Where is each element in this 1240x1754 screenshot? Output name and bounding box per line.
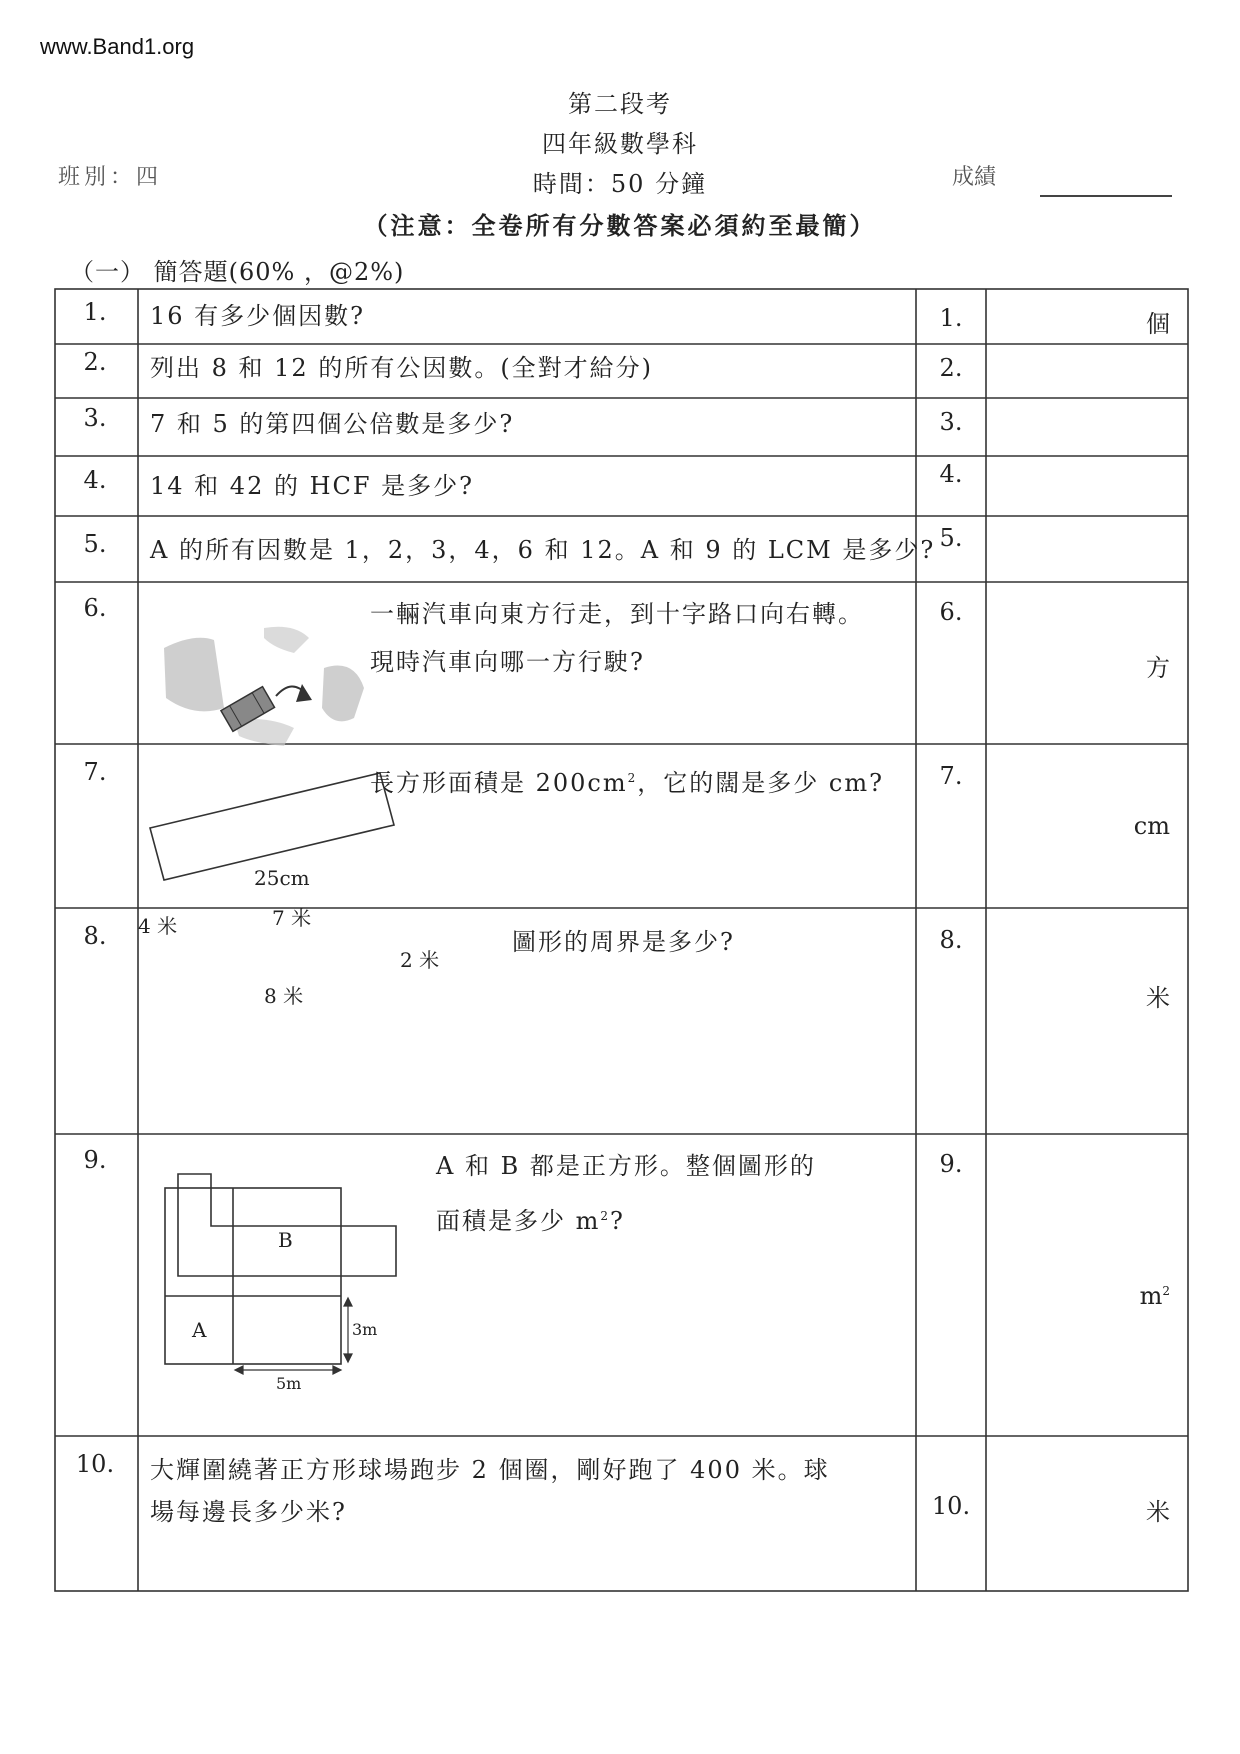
question-text: 列出 8 和 12 的所有公因數。(全對才給分)	[150, 354, 654, 382]
question-text-rest: ?	[610, 1207, 625, 1235]
question-text: 現時汽車向哪一方行駛?	[370, 648, 645, 676]
l-shape-right-label: 2 米	[400, 948, 440, 972]
answer-number: 9.	[939, 1150, 963, 1178]
question-text-rest: ，它的闊是多少 cm?	[637, 769, 884, 797]
answer-number: 10.	[931, 1492, 971, 1520]
answer-unit: 米	[1146, 984, 1170, 1012]
rectangle-length-label: 25cm	[254, 866, 310, 890]
question-number: 7.	[83, 758, 107, 786]
question-text: 16 有多少個因數?	[150, 302, 366, 330]
class-label: 班別：四	[58, 165, 163, 190]
square-b-label: B	[278, 1228, 293, 1252]
answer-unit: 方	[1146, 654, 1170, 682]
answer-unit	[1110, 1282, 1170, 1310]
question-text: 14 和 42 的 HCF 是多少?	[150, 472, 475, 500]
l-shape-top-label: 7 米	[272, 906, 312, 930]
exam-title: 第二段考	[568, 90, 672, 118]
question-number: 5.	[83, 530, 107, 558]
superscript: 2	[627, 771, 638, 785]
question-text: A 和 B 都是正方形。整個圖形的	[436, 1152, 816, 1180]
superscript: 2	[1162, 1284, 1170, 1298]
question-table	[54, 288, 1190, 1594]
crossroads-figure	[164, 627, 364, 746]
exam-duration: 時間：50 分鐘	[532, 170, 708, 198]
answer-number: 7.	[939, 762, 963, 790]
exam-notice: （注意：全卷所有分數答案必須約至最簡）	[363, 211, 877, 240]
answer-number: 3.	[939, 408, 963, 436]
l-shape-left-label: 4 米	[138, 914, 178, 938]
question-text: 大輝圍繞著正方形球場跑步 2 個圈，剛好跑了 400 米。球	[150, 1456, 830, 1484]
answer-number: 6.	[939, 598, 963, 626]
answer-number: 4.	[939, 460, 963, 488]
score-blank[interactable]	[1040, 195, 1172, 197]
superscript: 2	[600, 1209, 611, 1223]
question-text: 場每邊長多少米?	[150, 1498, 347, 1526]
rectangle-figure	[150, 773, 394, 880]
height-label: 3m	[352, 1320, 378, 1339]
square-a-label: A	[192, 1318, 207, 1342]
question-text: 一輛汽車向東方行走，到十字路口向右轉。	[370, 600, 864, 628]
question-number: 8.	[83, 922, 107, 950]
question-number: 2.	[83, 348, 107, 376]
answer-number: 1.	[939, 304, 963, 332]
question-number: 1.	[83, 298, 107, 326]
section-title: （一） 簡答題(60% ，@2%)	[70, 258, 405, 286]
question-text	[436, 1192, 625, 1245]
question-number: 6.	[83, 594, 107, 622]
question-number: 9.	[83, 1146, 107, 1174]
answer-unit: cm	[1133, 812, 1170, 840]
question-text: 7 和 5 的第四個公倍數是多少?	[150, 410, 515, 438]
score-label: 成績	[952, 165, 997, 190]
question-number: 3.	[83, 404, 107, 432]
answer-number: 2.	[939, 354, 963, 382]
answer-unit: 個	[1146, 310, 1170, 338]
question-text	[370, 754, 884, 807]
question-text: A 的所有因數是 1，2，3，4，6 和 12。A 和 9 的 LCM 是多少?	[150, 536, 936, 564]
question-text-main: 長方形面積是 200cm	[370, 769, 628, 797]
unit-main: m	[1139, 1282, 1163, 1310]
site-url[interactable]: www.Band1.org	[40, 34, 195, 59]
l-shape-bottom-label: 8 米	[264, 984, 304, 1008]
question-number: 4.	[83, 466, 107, 494]
answer-unit: 米	[1146, 1498, 1170, 1526]
answer-number: 8.	[939, 926, 963, 954]
question-text-main: 面積是多少 m	[436, 1207, 601, 1235]
question-number: 10.	[75, 1450, 115, 1478]
width-label: 5m	[276, 1374, 302, 1393]
question-text: 圖形的周界是多少?	[512, 928, 735, 956]
answer-number: 5.	[939, 524, 963, 552]
dimension-arrows	[235, 1298, 352, 1374]
l-shape-figure	[178, 1174, 396, 1276]
subject-title: 四年級數學科	[542, 130, 698, 158]
